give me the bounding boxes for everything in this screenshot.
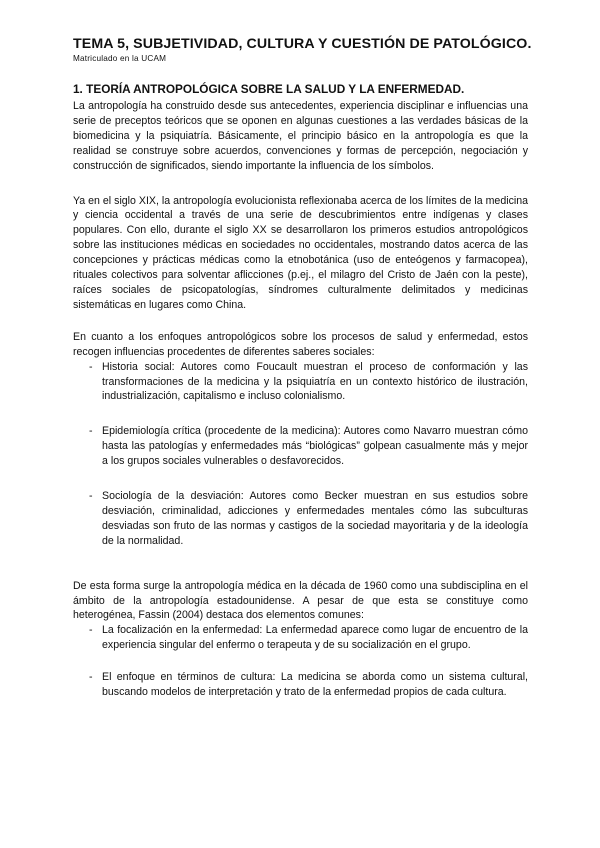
- paragraph-1: La antropología ha construido desde sus antecedentes, experiencia disciplinar e influencias una serie de preceptos teóricos que se oponen en algunas cuestiones a las verdades básicas de la biomedicina y la psiquiatría. Básicamente, el principio básico en la antropología es que la realidad se construye sobre acuerdos, convenciones y formas de percepción, negociación y construcción de significados, siendo importante la influencia de los símbolos.: [73, 100, 528, 172]
- list-item: [73, 424, 528, 469]
- paragraph-2: Ya en el siglo XIX, la antropología evolucionista reflexionaba acerca de los límites de la medicina y ciencia occidental a través de una serie de descubrimientos entre indígenas y clases populares. Con ello, durante el siglo XX se desarrollaron los primeros estudios antropológicos sobre las instituciones médicas en sociedades no occidentales, mostrando datos acerca de las concepciones y prácticas médicas como la etnobotánica (uso de enteógenos y farmacopea), rituales colectivos para solventar aflicciones (p.ej., el milagro del Cristo de Jaén con la peste), raíces sociales de psicopatologías, síndromes culturalmente delimitados y medicinas sistemáticas en lugares como China.: [73, 194, 528, 311]
- bullet-list-common-elements: [73, 623, 528, 700]
- list-item: [73, 623, 528, 653]
- paragraph-4: De esta forma surge la antropología médica en la década de 1960 como una subdisciplina en el ámbito de la antropología estadounidense. A pesar de que esta se constituye como heterogénea, Fassin (2004) destaca dos elementos comunes:: [73, 579, 528, 622]
- list-item-text: Sociología de la desviación: Autores como Becker muestran en sus estudios sobre desviación, criminalidad, adicciones y enfermedades mentales cómo las subculturas desviadas son fruto de las normas y castigos de la sociedad mayoritaria y de la ideología de la normalidad.: [102, 490, 528, 547]
- bullet-dash: -: [89, 490, 93, 503]
- list-item: [73, 489, 528, 549]
- section-heading: 1. TEORÍA ANTROPOLÓGICA SOBRE LA SALUD Y LA ENFERMEDAD.: [73, 82, 465, 96]
- list-item-text: Historia social: Autores como Foucault muestran el proceso de conformación y las transformaciones de la medicina y la psiquiatría en un contexto histórico de ilustración, industrialización, capitalismo e incluso colonialismo.: [102, 360, 528, 403]
- list-item-text: El enfoque en términos de cultura: La medicina se aborda como un sistema cultural, buscando modelos de interpretación y trato de la enfermedad propios de cada cultura.: [102, 671, 528, 699]
- paragraph-3: En cuanto a los enfoques antropológicos sobre los procesos de salud y enfermedad, estos recogen influencias procedentes de diferentes saberes sociales:: [73, 330, 528, 358]
- bullet-list-influences: [73, 360, 528, 549]
- list-item: [73, 360, 528, 405]
- list-item: [73, 670, 528, 700]
- document-title: TEMA 5, SUBJETIVIDAD, CULTURA Y CUESTIÓN DE PATOLÓGICO.: [73, 36, 532, 52]
- list-item-text: Epidemiología crítica (procedente de la medicina): Autores como Navarro muestran cómo hasta las patologías y enfermedades más “biológicas” golpean casualmente más y mejor a los grupos sociales vulnerables o desfavorecidos.: [102, 425, 528, 468]
- bullet-dash: -: [89, 360, 93, 373]
- bullet-dash: -: [89, 624, 93, 637]
- bullet-dash: -: [89, 425, 93, 438]
- document-subtitle: Matriculado en la UCAM: [73, 54, 167, 63]
- list-item-text: La focalización en la enfermedad: La enfermedad aparece como lugar de encuentro de la experiencia singular del enfermo o terapeuta y de su socialización en el grupo.: [102, 624, 528, 652]
- bullet-dash: -: [89, 671, 93, 684]
